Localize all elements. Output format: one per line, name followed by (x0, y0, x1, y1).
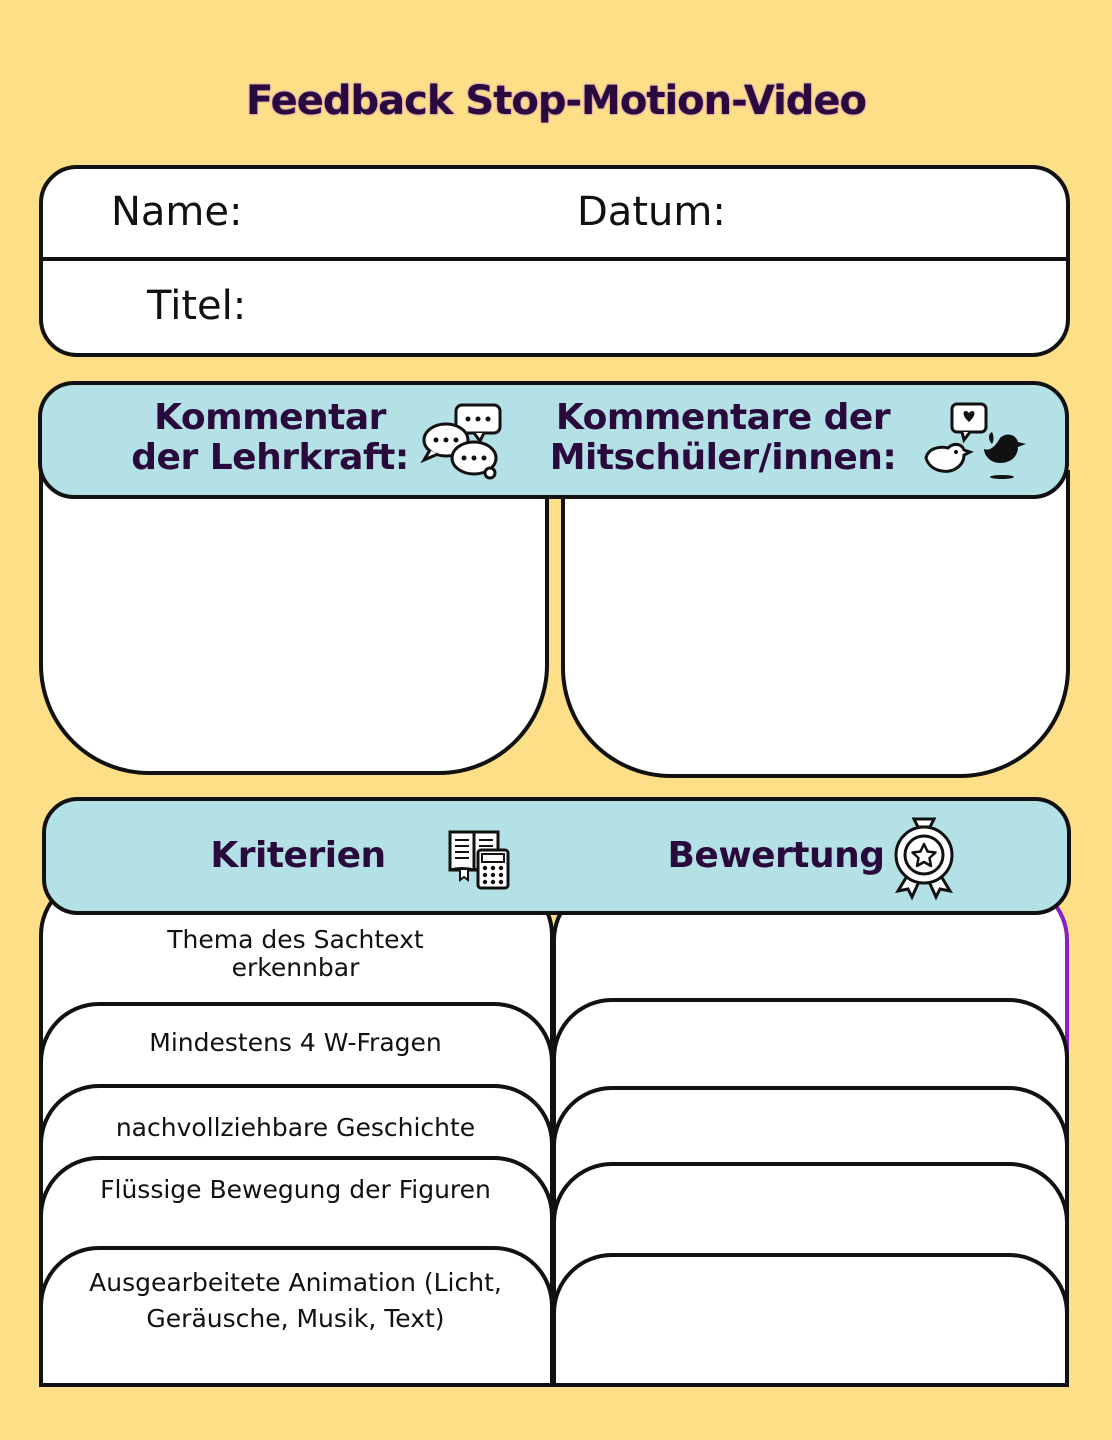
rating-heading: Bewertung (667, 835, 885, 876)
criterion-5 (43, 1265, 548, 1337)
birds-chat-icon (922, 402, 1028, 484)
award-ribbon-icon (892, 815, 956, 897)
date-label: Datum: (577, 189, 726, 235)
peer-heading-line1: Kommentare der (555, 397, 891, 438)
criteria-heading: Kriterien (210, 835, 386, 876)
criterion-3: nachvollziehbare Geschichte (115, 1113, 476, 1142)
criterion-1-line2: erkennbar (231, 953, 360, 982)
criterion-2: Mindestens 4 W-Fragen (149, 1028, 442, 1057)
teacher-heading-line2: der Lehrkraft: (131, 437, 409, 478)
peer-comment-box[interactable] (561, 470, 1070, 778)
criterion-1-line1: Thema des Sachtext (167, 925, 424, 954)
teacher-heading-line1: Kommentar (154, 397, 386, 438)
info-divider (43, 257, 1066, 261)
teacher-comment-box[interactable] (39, 470, 549, 775)
title-label: Titel: (147, 283, 247, 329)
name-label: Name: (111, 189, 243, 235)
criterion-1 (43, 926, 548, 982)
info-box (39, 165, 1070, 357)
teacher-comment-heading (120, 398, 420, 478)
criterion-5-line1: Ausgearbeitete Animation (Licht, (89, 1268, 502, 1297)
page-title: Feedback Stop-Motion-Video (245, 78, 867, 124)
peer-comment-heading (548, 398, 898, 478)
criterion-4: Flüssige Bewegung der Figuren (100, 1175, 491, 1204)
rating-cell-5[interactable] (552, 1253, 1069, 1387)
peer-heading-line2: Mitschüler/innen: (549, 437, 897, 478)
criterion-5-line2: Geräusche, Musik, Text) (146, 1304, 445, 1333)
books-calculator-icon (446, 826, 512, 890)
speech-bubbles-icon (422, 402, 504, 482)
